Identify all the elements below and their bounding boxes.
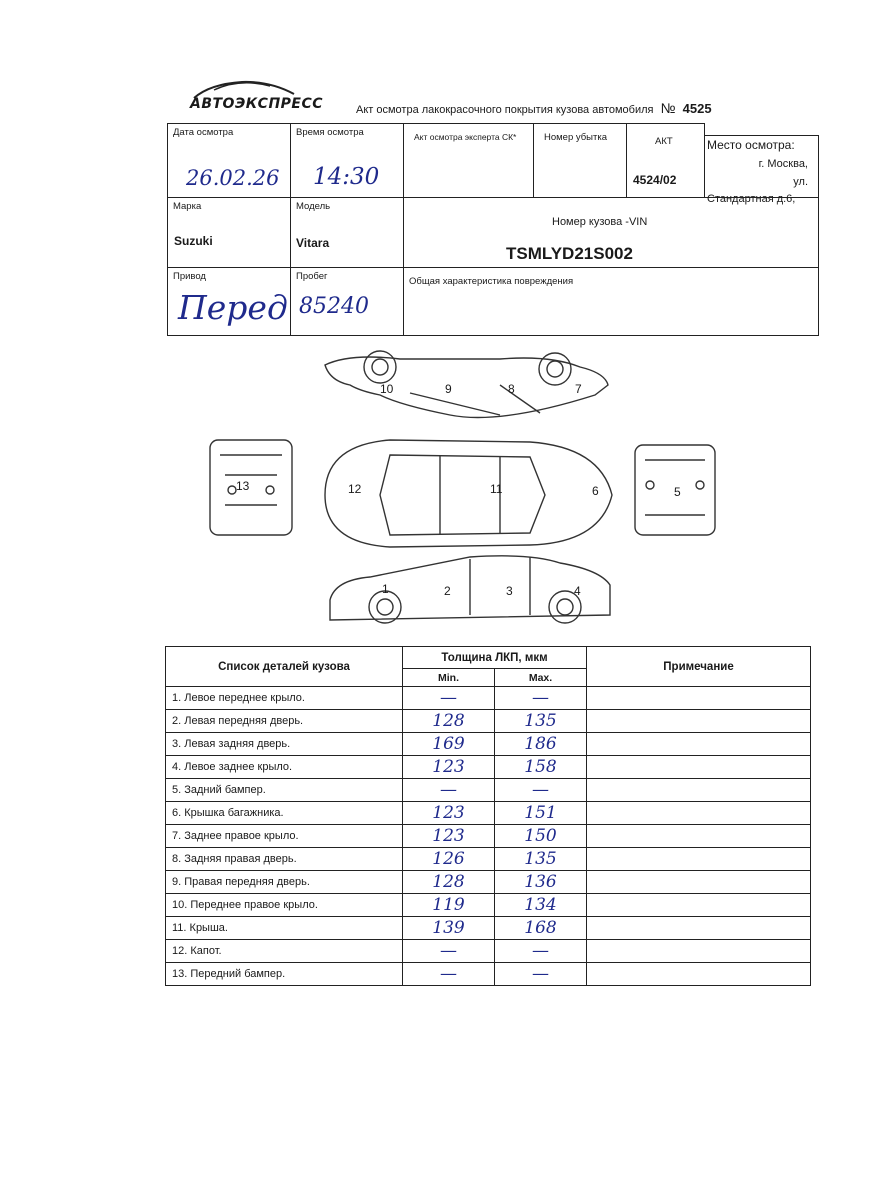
location-line2: ул. xyxy=(793,176,808,188)
expert-act-cell xyxy=(403,123,534,198)
zone-label-9: 9 xyxy=(445,382,452,396)
note-cell xyxy=(587,687,811,710)
model-label: Модель xyxy=(296,201,331,212)
zone-label-13: 13 xyxy=(236,479,250,493)
max-value: 168 xyxy=(495,917,587,940)
left-side-view xyxy=(330,556,610,623)
max-header: Max. xyxy=(495,669,587,687)
location-cell xyxy=(704,135,819,205)
part-name: 10. Переднее правое крыло. xyxy=(166,894,403,917)
table-row xyxy=(166,802,811,825)
number-sign: № xyxy=(660,100,676,116)
table-row xyxy=(166,687,811,710)
date-label: Дата осмотра xyxy=(173,127,234,138)
min-value: 126 xyxy=(403,848,495,871)
max-value: — xyxy=(495,940,587,963)
part-name: 1. Левое переднее крыло. xyxy=(166,687,403,710)
mileage-value: 85240 xyxy=(299,294,369,319)
zone-label-4: 4 xyxy=(574,584,581,598)
thickness-header: Толщина ЛКП, мкм xyxy=(403,647,587,669)
loss-number-cell xyxy=(533,123,627,198)
zone-label-10: 10 xyxy=(380,382,394,396)
location-line3: Стандартная д.6, xyxy=(707,193,796,205)
company-logo xyxy=(190,78,324,118)
model-cell xyxy=(290,197,404,268)
vin-value: TSMLYD21S002 xyxy=(506,244,633,263)
header-grid xyxy=(167,123,819,336)
part-name: 12. Капот. xyxy=(166,940,403,963)
part-name: 2. Левая передняя дверь. xyxy=(166,710,403,733)
max-value: — xyxy=(495,779,587,802)
note-cell xyxy=(587,733,811,756)
part-name: 7. Заднее правое крыло. xyxy=(166,825,403,848)
title-text: Акт осмотра лакокрасочного покрытия кузова автомобиля xyxy=(356,104,654,116)
model-value: Vitara xyxy=(296,236,330,250)
note-cell xyxy=(587,710,811,733)
brand-cell xyxy=(167,197,291,268)
table-row xyxy=(166,871,811,894)
zone-label-2: 2 xyxy=(444,584,451,598)
vin-cell xyxy=(403,197,819,268)
max-value: — xyxy=(495,963,587,986)
part-name: 4. Левое заднее крыло. xyxy=(166,756,403,779)
zone-label-7: 7 xyxy=(575,382,582,396)
max-value: 186 xyxy=(495,733,587,756)
paint-thickness-table xyxy=(165,646,810,986)
loss-number-label: Номер убытка xyxy=(544,132,608,143)
note-cell xyxy=(587,871,811,894)
table-row xyxy=(166,848,811,871)
zone-label-3: 3 xyxy=(506,584,513,598)
act-cell xyxy=(626,123,705,198)
max-value: 135 xyxy=(495,848,587,871)
car-body-diagram xyxy=(200,345,740,635)
min-value: 123 xyxy=(403,756,495,779)
table-row xyxy=(166,940,811,963)
note-cell xyxy=(587,940,811,963)
max-value: 135 xyxy=(495,710,587,733)
min-value: 128 xyxy=(403,871,495,894)
act-value: 4524/02 xyxy=(633,173,677,187)
zone-label-5: 5 xyxy=(674,485,681,499)
mileage-label: Пробег xyxy=(296,271,328,282)
min-value: — xyxy=(403,963,495,986)
vin-label: Номер кузова -VIN xyxy=(552,216,648,228)
min-value: 123 xyxy=(403,825,495,848)
max-value: 134 xyxy=(495,894,587,917)
max-value: 136 xyxy=(495,871,587,894)
note-cell xyxy=(587,848,811,871)
zone-label-12: 12 xyxy=(348,482,362,496)
table-row xyxy=(166,756,811,779)
note-cell xyxy=(587,963,811,986)
zone-label-11: 11 xyxy=(490,482,503,496)
date-value: 26.02.26 xyxy=(186,166,280,190)
part-name: 9. Правая передняя дверь. xyxy=(166,871,403,894)
time-label: Время осмотра xyxy=(296,127,364,138)
mileage-cell xyxy=(290,267,404,336)
table-row xyxy=(166,779,811,802)
table-row xyxy=(166,963,811,986)
top-view xyxy=(325,440,612,547)
drive-cell xyxy=(167,267,291,336)
zone-label-8: 8 xyxy=(508,382,515,396)
damage-label: Общая характеристика повреждения xyxy=(409,276,574,287)
drive-label: Привод xyxy=(173,271,206,282)
min-value: — xyxy=(403,687,495,710)
logo-text: АВТОЭКСПРЕСС xyxy=(190,96,324,112)
min-value: — xyxy=(403,940,495,963)
brand-label: Марка xyxy=(173,201,202,212)
brand-value: Suzuki xyxy=(174,234,213,248)
drive-value: Перед xyxy=(178,288,288,327)
date-cell xyxy=(167,123,291,198)
time-value: 14:30 xyxy=(313,164,380,190)
min-value: 128 xyxy=(403,710,495,733)
min-value: 119 xyxy=(403,894,495,917)
location-label: Место осмотра: xyxy=(707,138,795,152)
note-cell xyxy=(587,825,811,848)
note-cell xyxy=(587,894,811,917)
part-name: 6. Крышка багажника. xyxy=(166,802,403,825)
table-row xyxy=(166,825,811,848)
table-row xyxy=(166,733,811,756)
max-value: — xyxy=(495,687,587,710)
parts-header: Список деталей кузова xyxy=(166,647,403,687)
time-cell xyxy=(290,123,404,198)
part-name: 3. Левая задняя дверь. xyxy=(166,733,403,756)
zone-label-1: 1 xyxy=(382,582,389,596)
min-value: 123 xyxy=(403,802,495,825)
table-row xyxy=(166,917,811,940)
location-line1: г. Москва, xyxy=(758,158,808,170)
note-cell xyxy=(587,779,811,802)
min-value: — xyxy=(403,779,495,802)
min-value: 169 xyxy=(403,733,495,756)
front-view xyxy=(210,440,292,535)
note-cell xyxy=(587,756,811,779)
max-value: 158 xyxy=(495,756,587,779)
document-number: 4525 xyxy=(682,101,712,116)
document-title xyxy=(356,100,712,116)
damage-cell xyxy=(403,267,819,336)
table-row xyxy=(166,710,811,733)
table-row xyxy=(166,894,811,917)
part-name: 8. Задняя правая дверь. xyxy=(166,848,403,871)
note-cell xyxy=(587,917,811,940)
expert-act-label: Акт осмотра эксперта СК* xyxy=(414,132,517,142)
max-value: 151 xyxy=(495,802,587,825)
act-label: АКТ xyxy=(655,136,673,147)
right-side-view xyxy=(325,351,608,418)
note-cell xyxy=(587,802,811,825)
min-header: Min. xyxy=(403,669,495,687)
zone-label-6: 6 xyxy=(592,484,599,498)
max-value: 150 xyxy=(495,825,587,848)
min-value: 139 xyxy=(403,917,495,940)
part-name: 11. Крыша. xyxy=(166,917,403,940)
note-header: Примечание xyxy=(587,647,811,687)
part-name: 5. Задний бампер. xyxy=(166,779,403,802)
part-name: 13. Передний бампер. xyxy=(166,963,403,986)
